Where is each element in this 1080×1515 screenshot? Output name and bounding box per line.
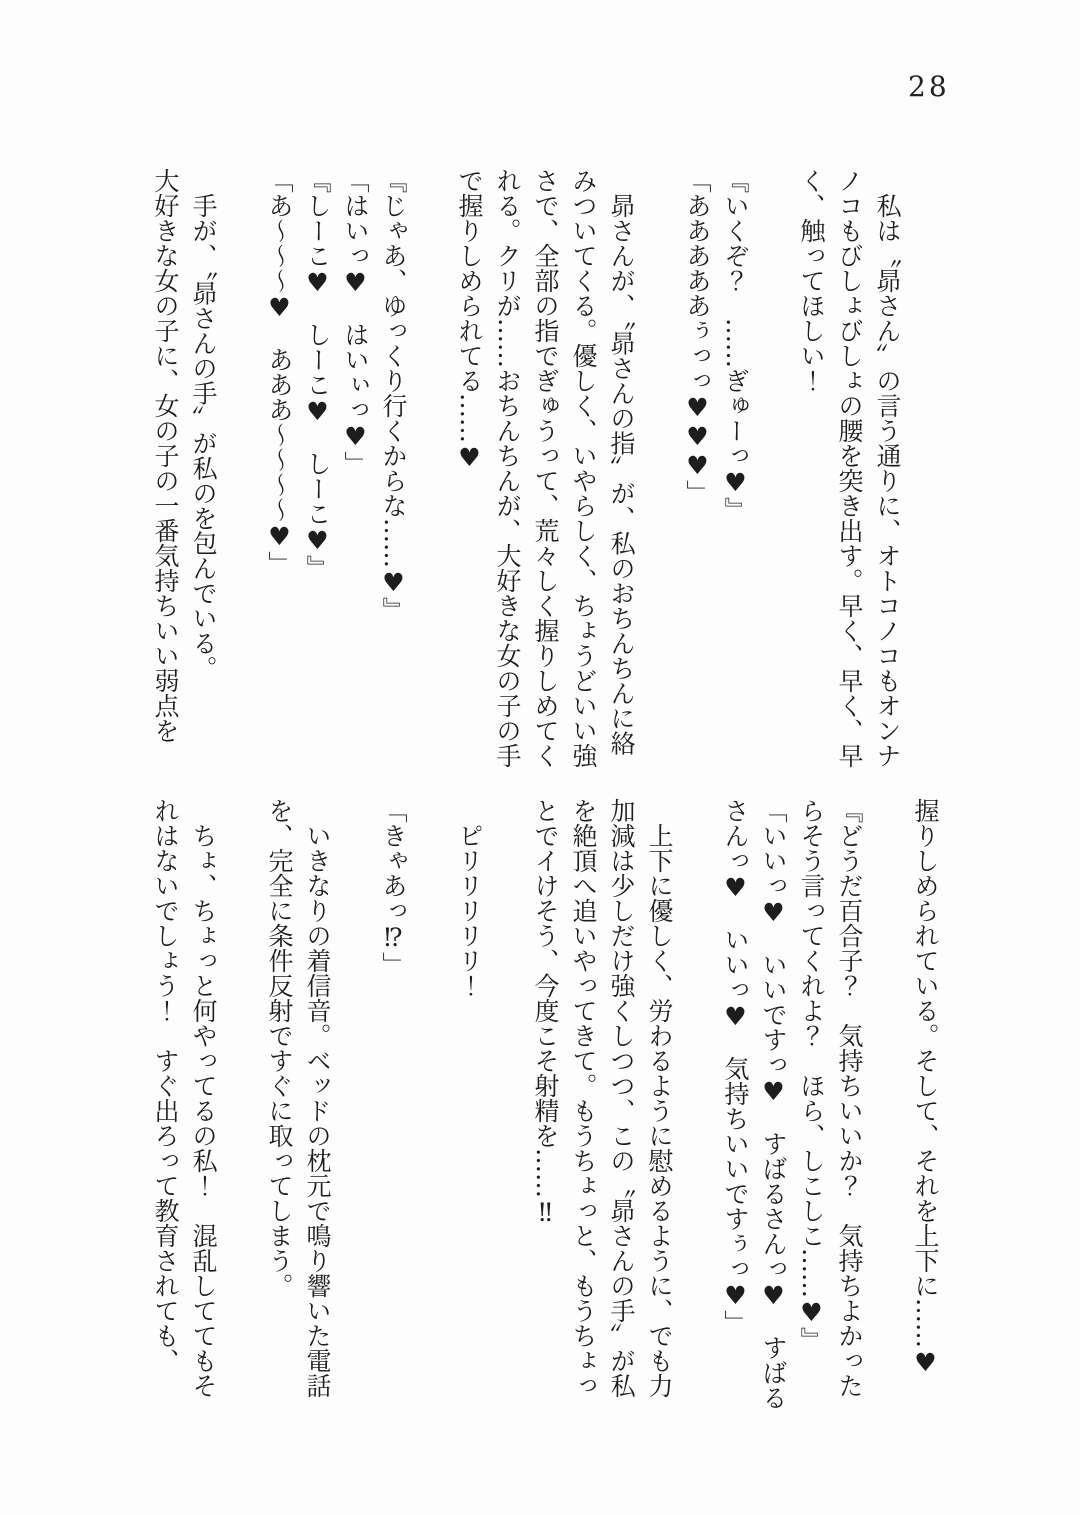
text-line: 「あああああぅっっ♥♥♥」 — [683, 168, 712, 505]
text-line: れはないでしょう！ すぐ出ろって教育されても、 — [151, 798, 180, 1373]
text-line: 『しーこ♥ しーこ♥ しーこ♥』 — [303, 168, 332, 580]
text-line: 大好きな女の子に、女の子の一番気持ちいい弱点を — [151, 168, 180, 743]
text-line: ノコもびしょびしょの腰を突き出す。早く、早く、早 — [835, 168, 864, 768]
text-line: 『いくぞ？ ……ぎゅーっ♥』 — [721, 168, 750, 522]
paragraph-gap — [336, 798, 374, 1418]
text-line: 『じゃあ、ゆっくり行くからな……♥』 — [379, 168, 408, 622]
paragraph-gap — [640, 168, 678, 780]
paragraph-gap — [754, 168, 792, 780]
text-line: 『どうだ百合子？ 気持ちいいか？ 気持ちよかった — [835, 798, 864, 1398]
text-line: 「いいっ♥ いいですっ♥ すばるさんっ♥ すばる — [759, 798, 788, 1410]
text-line: ピリリリリリ！ — [455, 798, 484, 998]
text-line: さで、全部の指でぎゅうって、荒々しく握りしめてく — [531, 168, 560, 768]
text-line: 「きゃあっ⁉」 — [379, 798, 408, 977]
text-band-top — [146, 168, 906, 780]
text-line: れる。クリが……おちんちんが、大好きな女の子の手 — [493, 168, 522, 768]
text-line: 手が、〝昴さんの手〟が私のを包んでいる。 — [189, 168, 218, 681]
text-line: 「はいっ♥ はいぃっ♥」 — [341, 168, 370, 476]
text-line: 私は〝昴さん〟の言う通りに、オトコノコもオンナ — [873, 168, 902, 768]
text-line: とでイけそう、今度こそ射精を……‼ — [531, 798, 560, 1227]
text-line: 「あ〜〜〜♥ あああ〜〜〜〜♥」 — [265, 168, 294, 576]
text-line: く、触ってほしい！ — [797, 168, 826, 393]
paragraph-gap — [222, 798, 260, 1418]
text-line: 昴さんが、〝昴さんの指〟が、私のおちんちんに絡 — [607, 168, 636, 756]
text-line: 加減は少しだけ強くしつつ、この〝昴さんの手〟が私 — [607, 798, 636, 1398]
paragraph-gap — [488, 798, 526, 1418]
text-line: さんっ♥ いいっ♥ 気持ちいいですぅっ♥」 — [721, 798, 750, 1335]
page-number: 28 — [908, 70, 950, 103]
paragraph-gap — [222, 168, 260, 780]
paragraph-gap — [868, 798, 906, 1418]
text-line: 上下に優しく、労わるように慰めるように、でも力 — [645, 798, 674, 1398]
paragraph-gap — [412, 168, 450, 780]
text-line: で握りしめられてる……♥ — [455, 168, 484, 472]
text-line: を絶頂へ追いやってきて。もうちょっと、もうちょっ — [569, 798, 598, 1398]
paragraph-gap — [678, 798, 716, 1418]
text-line: ちょ、ちょっと何やってるの私！ 混乱しててもそ — [189, 798, 218, 1398]
text-line: みついてくる。優しく、いやらしく、ちょうどいい強 — [569, 168, 598, 768]
text-line: いきなりの着信音。ベッドの枕元で鳴り響いた電話 — [303, 798, 332, 1398]
text-line: 握りしめられている。そして、それを上下に……♥ — [911, 798, 940, 1377]
text-line: を、完全に条件反射ですぐに取ってしまう。 — [265, 798, 294, 1298]
paragraph-gap — [412, 798, 450, 1418]
text-line: らそう言ってくれよ？ ほら、しこしこ……♥』 — [797, 798, 826, 1352]
text-band-bottom — [146, 798, 944, 1418]
